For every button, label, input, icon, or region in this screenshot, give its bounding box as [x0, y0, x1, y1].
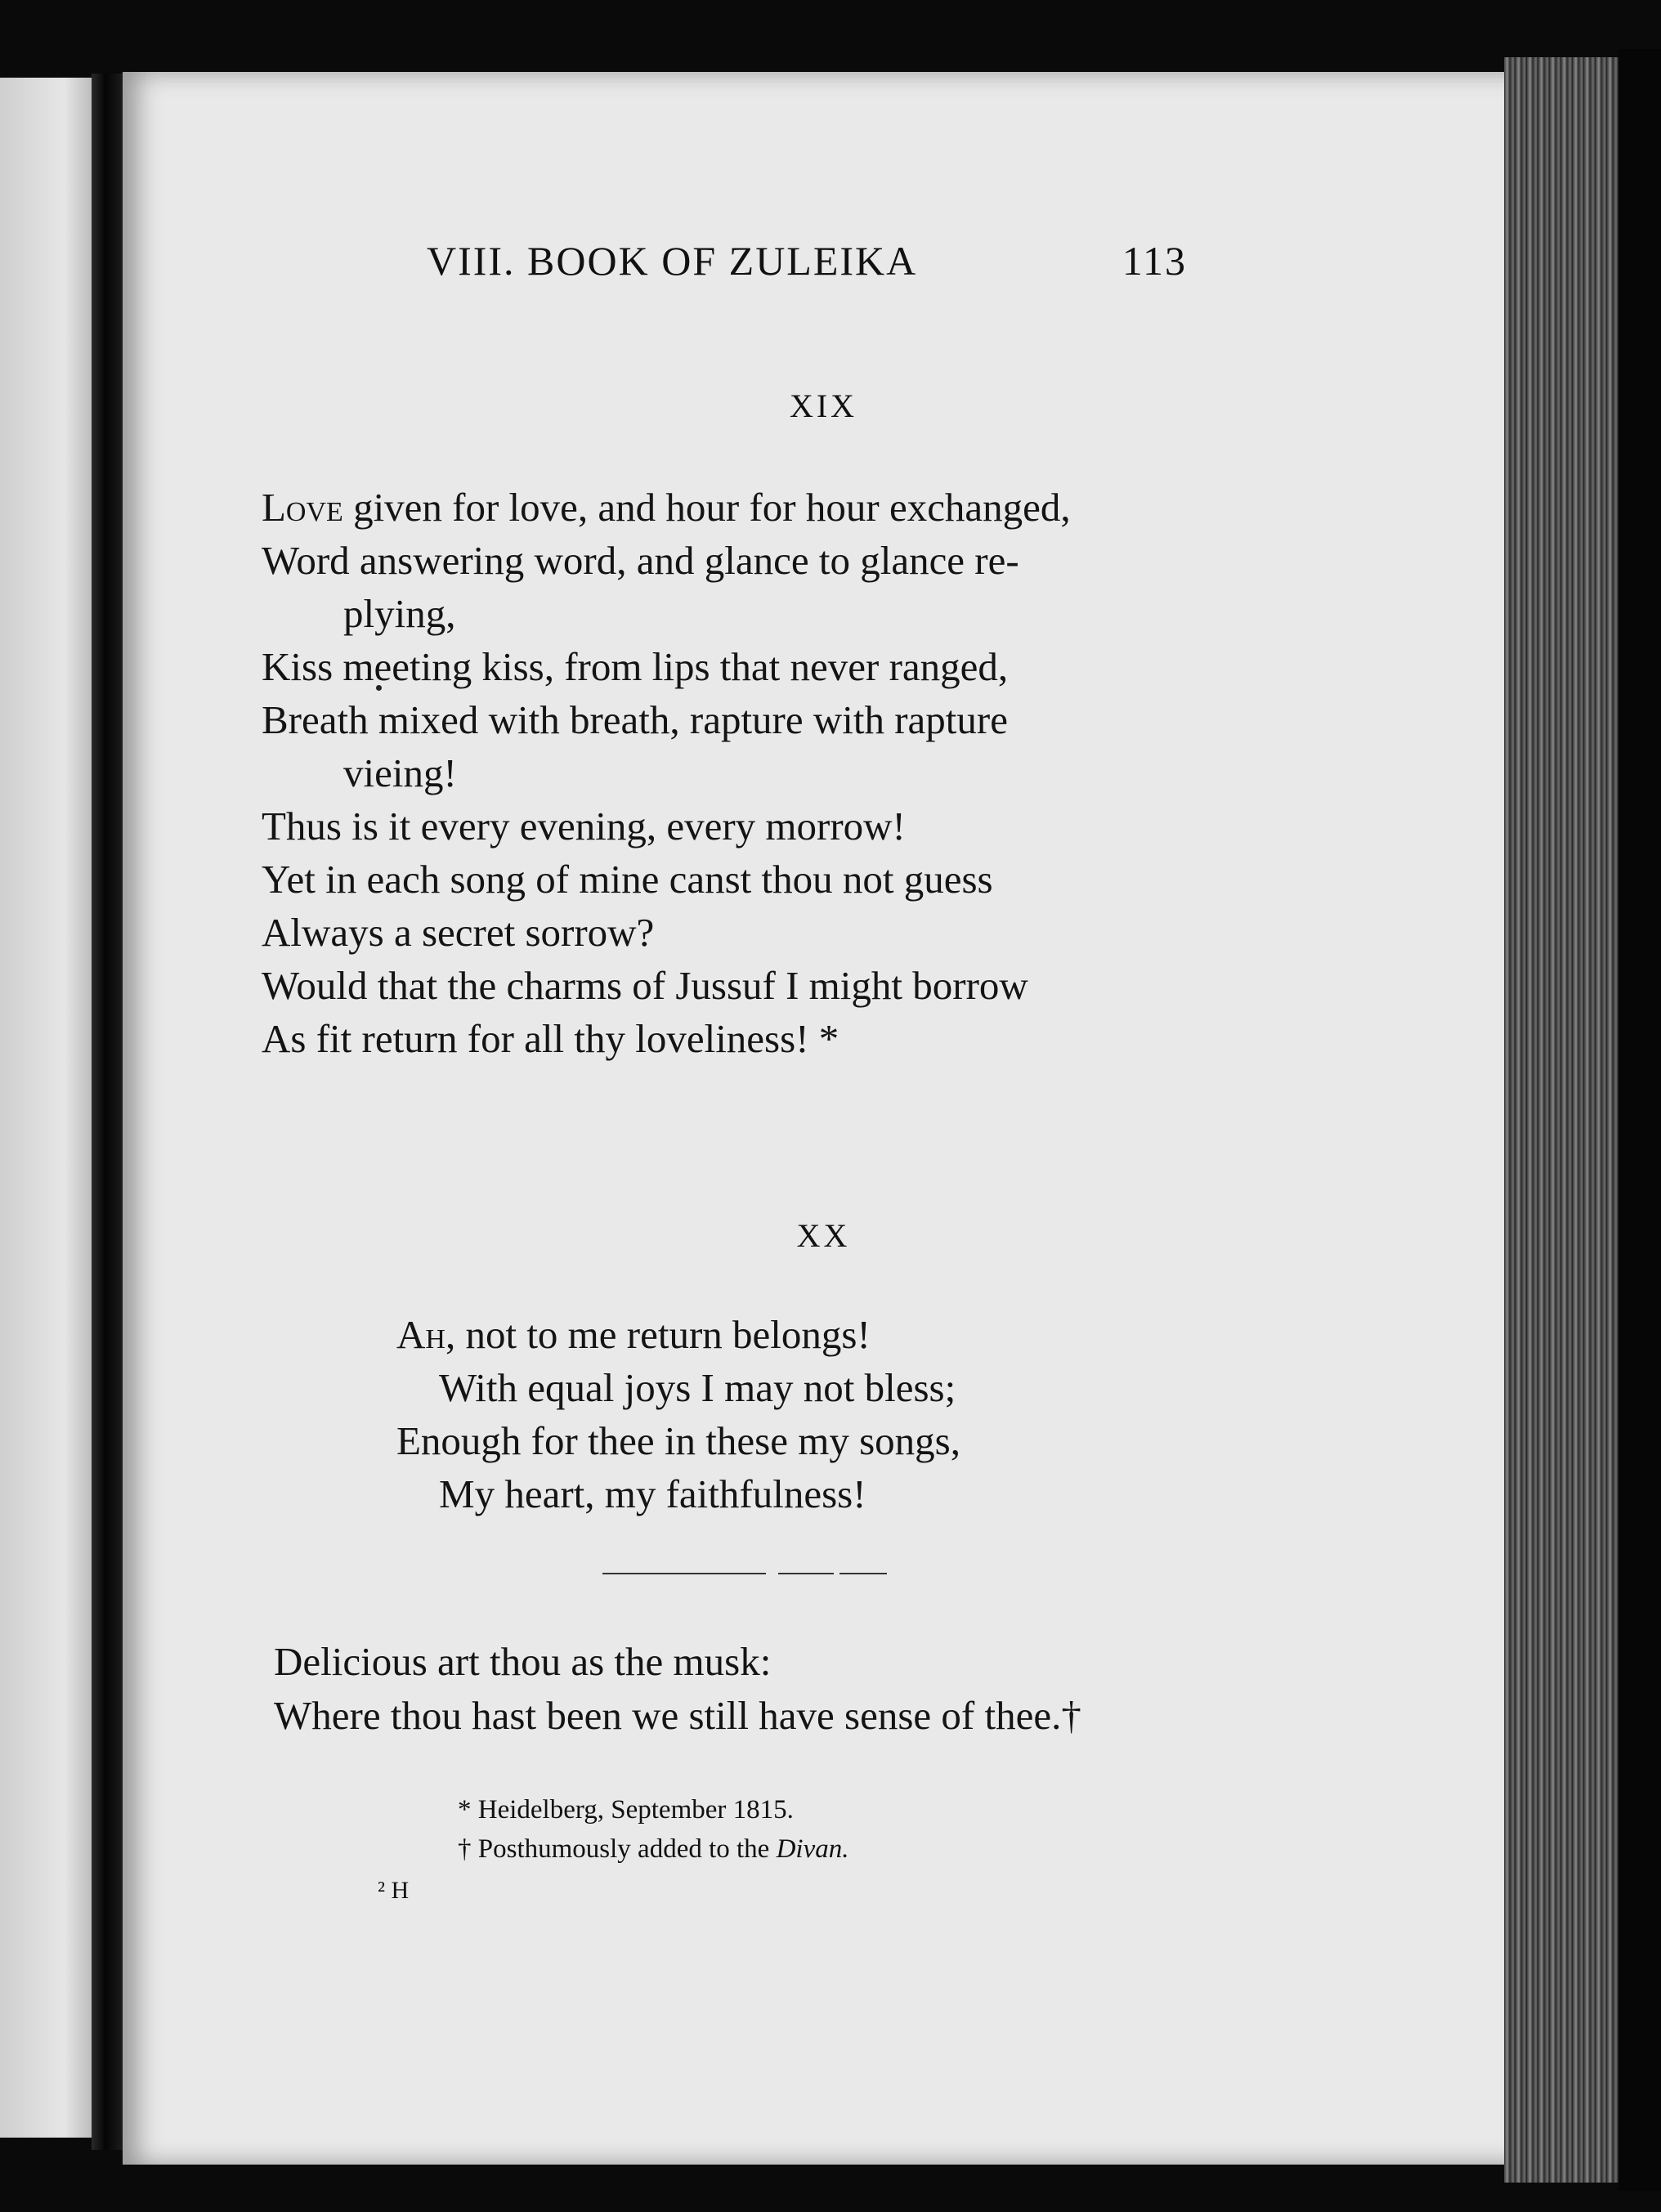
- running-head: [427, 237, 1187, 294]
- signature-mark: ² H: [378, 1877, 410, 1904]
- running-head-title: VIII. BOOK OF ZULEIKA: [427, 238, 918, 284]
- scan-edge-shadow: [1618, 49, 1661, 2191]
- couplet: [274, 1635, 1081, 1743]
- poem-line: Would that the charms of Jussuf I might borrow: [262, 963, 1028, 1008]
- poem-xix: [262, 481, 1071, 1065]
- poem-line: Thus is it every evening, every morrow!: [262, 804, 906, 849]
- footnote: * Heidelberg, September 1815.: [458, 1795, 794, 1825]
- poem-line: Always a secret sorrow?: [262, 910, 655, 955]
- poem-xx: [396, 1308, 960, 1520]
- poem-line-turnover: vieing!: [343, 750, 457, 795]
- poem-line: Word answering word, and glance to glance re-: [262, 538, 1019, 583]
- couplet-line: Delicious art thou as the musk:: [274, 1639, 772, 1684]
- page-block-edge: [1504, 57, 1618, 2183]
- page-number: 113: [1122, 238, 1187, 284]
- poem-line: Breath mixed with breath, rapture with rapture: [262, 697, 1008, 742]
- italic-title: Divan.: [776, 1834, 849, 1864]
- drop-word: Ah: [396, 1312, 445, 1357]
- poem-line: As fit return for all thy loveliness! *: [262, 1016, 839, 1061]
- book-gutter: [92, 74, 123, 2150]
- poem-line: Kiss meeting kiss, from lips that never ranged,: [262, 644, 1009, 689]
- book-page: [123, 72, 1541, 2165]
- poem-xix-number: XIX: [789, 387, 858, 424]
- poem-line: With equal joys I may not bless;: [439, 1365, 956, 1410]
- couplet-line: Where thou hast been we still have sense of thee.†: [274, 1693, 1081, 1738]
- poem-line: Yet in each song of mine canst thou not guess: [262, 857, 993, 902]
- drop-word: Love: [262, 485, 343, 530]
- poem-xx-number: XX: [796, 1217, 851, 1254]
- poem-line-turnover: plying,: [343, 591, 456, 636]
- poem-line: Love given for love, and hour for hour exchanged,: [262, 485, 1071, 530]
- poem-line: Enough for thee in these my songs,: [396, 1418, 960, 1463]
- footnote: † Posthumously added to the Divan.: [458, 1834, 849, 1864]
- poem-line: Ah, not to me return belongs!: [396, 1312, 871, 1357]
- section-divider: [602, 1573, 887, 1575]
- footnotes: [458, 1790, 848, 1869]
- poem-line: My heart, my faithfulness!: [439, 1471, 866, 1516]
- facing-page-edge: [0, 78, 92, 2138]
